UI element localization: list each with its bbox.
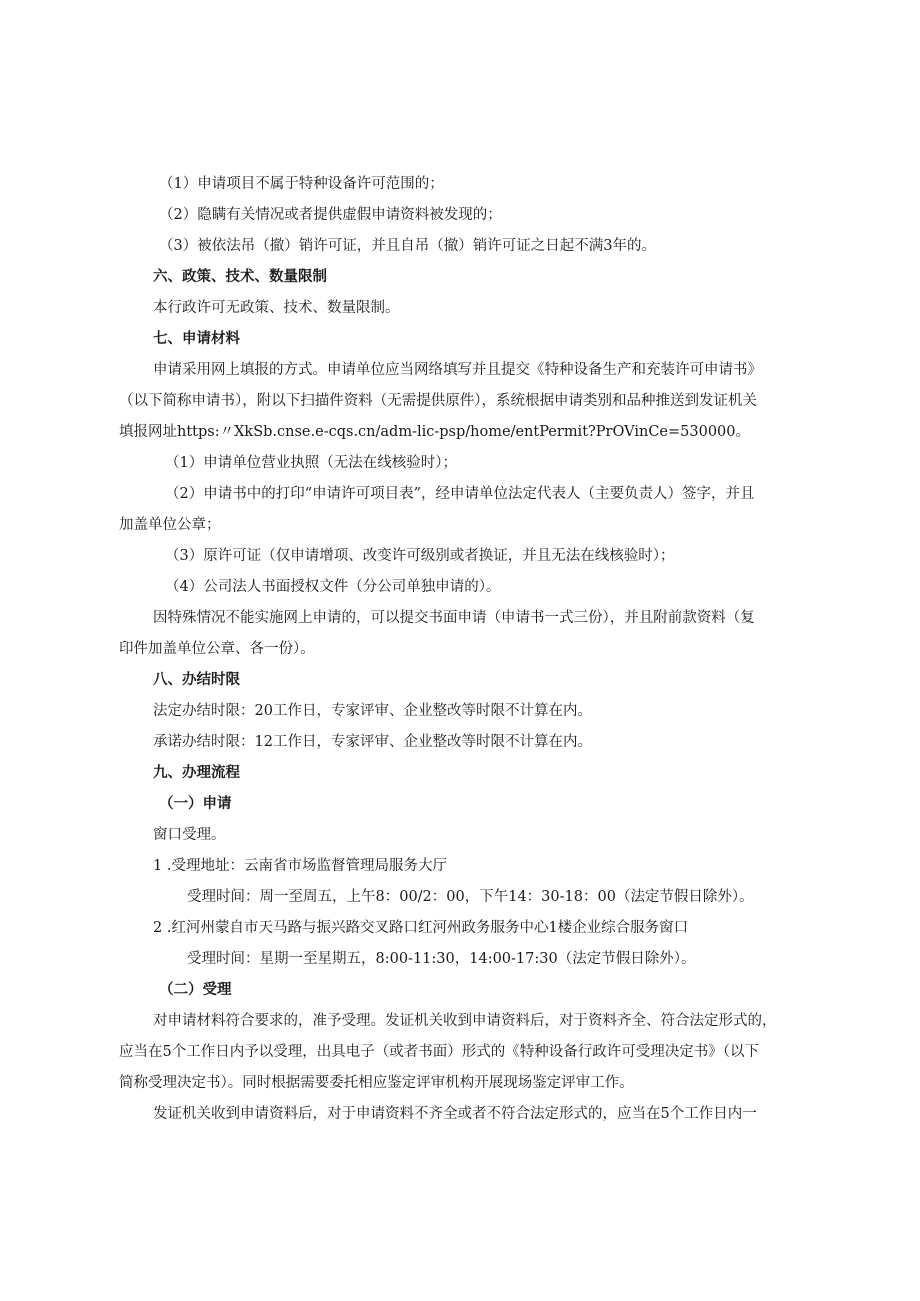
text-line-10: （1）申请单位营业执照（无法在线核验时）； bbox=[165, 455, 457, 471]
text-line-19: 承诺办结时限：12工作日，专家评审、企业整改等时限不计算在内。 bbox=[153, 734, 592, 750]
text-line-22: 窗口受理。 bbox=[153, 827, 226, 843]
subheading-apply: （一）申请 bbox=[159, 796, 232, 812]
section-heading-7: 七、申请材料 bbox=[153, 331, 240, 347]
text-line-29: 应当在5个工作日内予以受理，出具电子（或者书面）形式的《特种设备行政许可受理决定书》（以下 bbox=[119, 1044, 759, 1060]
section-heading-9: 九、办理流程 bbox=[153, 765, 240, 781]
text-line-5: 本行政许可无政策、技术、数量限制。 bbox=[153, 300, 400, 316]
section-heading-8: 八、办结时限 bbox=[153, 672, 240, 688]
subheading-accept: （二）受理 bbox=[159, 982, 232, 998]
text-line-25: 2 .红河州蒙自市天马路与振兴路交叉路口红河州政务服务中心1楼企业综合服务窗口 bbox=[153, 920, 689, 936]
text-line-16: 印件加盖单位公章、各一份）。 bbox=[119, 641, 315, 657]
text-line-12: 加盖单位公章； bbox=[119, 517, 221, 533]
text-line-23: 1 .受理地址：云南省市场监督管理局服务大厅 bbox=[153, 858, 447, 874]
text-line-3: （3）被依法吊（撤）销许可证，并且自吊（撤）销许可证之日起不满3年的。 bbox=[159, 238, 656, 254]
text-line-30: 简称受理决定书）。同时根据需要委托相应鉴定评审机构开展现场鉴定评审工作。 bbox=[119, 1075, 634, 1091]
text-line-26: 受理时间：星期一至星期五，8:00-11:30，14:00-17:30（法定节假日除外）。 bbox=[187, 951, 696, 967]
text-line-24: 受理时间：周一至周五，上午8：00/2：00，下午14：30-18：00（法定节假日除外）。 bbox=[187, 889, 754, 905]
text-line-18: 法定办结时限：20工作日，专家评审、企业整改等时限不计算在内。 bbox=[153, 703, 592, 719]
text-line-14: （4）公司法人书面授权文件（分公司单独申请的）。 bbox=[165, 579, 501, 595]
text-line-15: 因特殊情况不能实施网上申请的，可以提交书面申请（申请书一式三份），并且附前款资料（复 bbox=[153, 610, 755, 626]
text-line-1: （1）申请项目不属于特种设备许可范围的； bbox=[159, 176, 444, 192]
text-line-7: 申请采用网上填报的方式。申请单位应当网络填写并且提交《特种设备生产和充装许可申请书》 bbox=[153, 362, 762, 378]
text-line-2: （2）隐瞒有关情况或者提供虚假申请资料被发现的； bbox=[159, 207, 502, 223]
text-line-31: 发证机关收到申请资料后，对于申请资料不齐全或者不符合法定形式的，应当在5个工作日内一 bbox=[153, 1106, 757, 1122]
text-line-9: 填报网址https:〃XkSb.cnse.e-cqs.cn/adm-lic-psp/home/entPermit?PrOVinCe=530000。 bbox=[119, 424, 750, 440]
text-line-11: （2）申请书中的打印“申请许可项目表”，经申请单位法定代表人（主要负责人）签字，并且 bbox=[165, 486, 755, 502]
text-line-13: （3）原许可证（仅申请增项、改变许可级别或者换证，并且无法在线核验时）； bbox=[165, 548, 675, 564]
text-line-28: 对申请材料符合要求的，准予受理。发证机关收到申请资料后，对于资料齐全、符合法定形式的， bbox=[153, 1013, 777, 1029]
text-line-8: （以下简称申请书），附以下扫描件资料（无需提供原件），系统根据申请类别和品种推送到发证机关 bbox=[119, 393, 757, 409]
section-heading-6: 六、政策、技术、数量限制 bbox=[153, 269, 327, 285]
